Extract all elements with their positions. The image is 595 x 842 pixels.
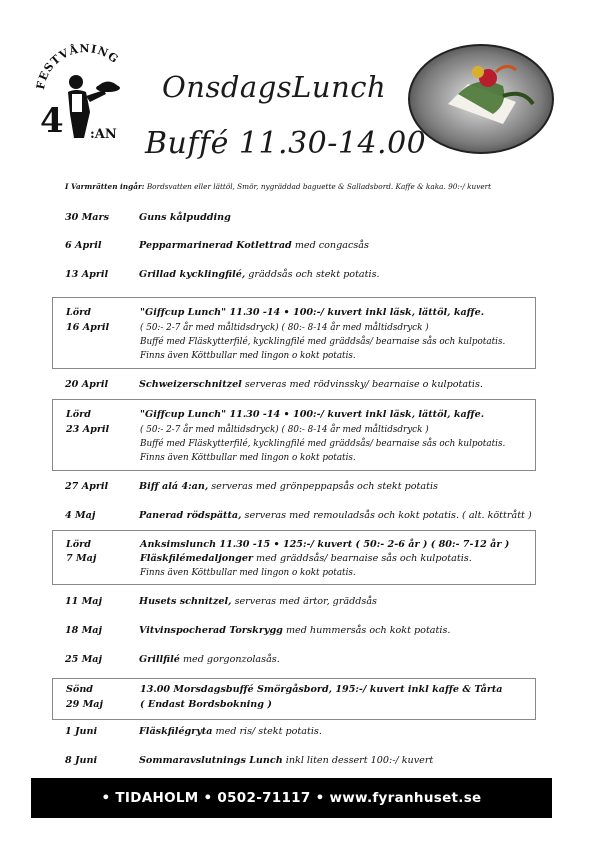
event-day: Lörd — [66, 307, 91, 318]
dish-detail: med gorgonzolasås. — [179, 654, 280, 665]
menu-dish — [139, 480, 438, 495]
event-prices: ( 50:- 2-7 år med måltidsdryck) ( 80:- 8-14 år med måltidsdryck ) — [140, 425, 429, 435]
event-dish: Fläskfilémedaljonger — [140, 553, 253, 564]
event-date: 23 April — [66, 424, 110, 435]
intro-text — [65, 182, 565, 191]
food-photo — [408, 44, 554, 154]
event-note: ( Endast Bordsbokning ) — [140, 699, 272, 710]
dish-detail: gräddsås och stekt potatis. — [245, 269, 380, 280]
menu-date: 1 Juni — [65, 726, 98, 737]
menu-date: 27 April — [65, 481, 109, 492]
menu-date: 11 Maj — [65, 596, 102, 607]
dish-detail: med ris/ stekt potatis. — [212, 726, 322, 737]
page-title: OnsdagsLunch — [162, 70, 387, 104]
dish-detail: inkl liten dessert 100:-/ kuvert — [282, 755, 434, 766]
event-prices: ( 50:- 2-7 år med måltidsdryck) ( 80:- 8-14 år med måltidsdryck ) — [140, 323, 429, 333]
event-title: "Giffcup Lunch" 11.30 -14 • 100:-/ kuvert inkl läsk, lättöl, kaffe. — [140, 307, 485, 318]
dish-name: Husets schnitzel, — [139, 596, 232, 607]
dish-name: Grillfilé — [139, 654, 180, 665]
event-day: Sönd — [66, 684, 94, 695]
event-date: 7 Maj — [66, 553, 97, 564]
event-note: Finns även Köttbullar med lingon o kokt potatis. — [140, 453, 356, 463]
dish-detail: med congacsås — [291, 240, 369, 251]
menu-dish — [139, 653, 280, 668]
event-menu: Buffé med Fläskytterfilé, kycklingfilé med gräddsås/ bearnaise sås och kulpotatis. — [140, 337, 506, 347]
dish-name: Biff alá 4:an, — [139, 481, 209, 492]
menu-dish — [139, 725, 322, 740]
menu-date: 30 Mars — [65, 212, 109, 223]
dish-name: Panerad rödspätta, — [139, 510, 242, 521]
event-title: Anksimslunch 11.30 -15 • 125:-/ kuvert ( 50:- 2-6 år ) ( 80:- 7-12 år ) — [140, 539, 510, 550]
event-title: 13.00 Morsdagsbuffé Smörgåsbord, 195:-/ kuvert inkl kaffe & Tårta — [140, 684, 503, 695]
menu-dish — [139, 624, 450, 639]
dish-name: Vitvinspocherad Torskrygg — [139, 625, 283, 636]
menu-dish — [139, 509, 532, 524]
event-box — [52, 399, 536, 471]
event-note: Finns även Köttbullar med lingon o kokt potatis. — [140, 568, 356, 578]
dish-name: Guns kålpudding — [139, 212, 231, 223]
menu-dish — [139, 211, 231, 226]
dish-name: Schweizerschnitzel — [139, 379, 242, 390]
menu-date: 8 Juni — [65, 755, 98, 766]
event-menu — [140, 552, 472, 566]
dish-name: Fläskfilégryta — [139, 726, 213, 737]
event-note: Finns även Köttbullar med lingon o kokt potatis. — [140, 351, 356, 361]
event-title: "Giffcup Lunch" 11.30 -14 • 100:-/ kuvert inkl läsk, lättöl, kaffe. — [140, 409, 485, 420]
festvaning-logo — [34, 42, 134, 142]
dish-detail: serveras med remouladsås och kokt potatis. ( alt. köttrått ) — [241, 510, 532, 521]
menu-dish — [139, 595, 377, 610]
event-date: 29 Maj — [66, 699, 103, 710]
event-box — [52, 297, 536, 369]
svg-text::AN: :AN — [90, 127, 117, 142]
menu-date: 20 April — [65, 379, 109, 390]
buffet-time: Buffé 11.30-14.00 — [145, 126, 427, 161]
event-date: 16 April — [66, 322, 110, 333]
event-day: Lörd — [66, 409, 91, 420]
event-day: Lörd — [66, 539, 91, 550]
menu-dish — [139, 754, 433, 769]
svg-text:4: 4 — [40, 101, 64, 141]
dish-detail: serveras med rödvinssky/ bearnaise o kulpotatis. — [241, 379, 483, 390]
dish-detail: serveras med ärtor, gräddsås — [231, 596, 377, 607]
event-dish-detail: med gräddsås/ bearnaise sås och kulpotatis. — [252, 553, 472, 564]
menu-dish — [139, 378, 483, 393]
event-box — [52, 678, 536, 720]
dish-name: Sommaravslutnings Lunch — [139, 755, 283, 766]
menu-date: 6 April — [65, 240, 102, 251]
menu-date: 13 April — [65, 269, 109, 280]
menu-dish — [139, 268, 380, 283]
menu-date: 25 Maj — [65, 654, 102, 665]
intro-lead: I Varmrätten ingår: — [65, 182, 145, 191]
event-box — [52, 530, 536, 585]
dish-name: Grillad kycklingfilé, — [139, 269, 246, 280]
dish-detail: med hummersås och kokt potatis. — [282, 625, 451, 636]
contact-footer: • TIDAHOLM • 0502-71117 • www.fyranhuset.se — [31, 778, 552, 818]
dish-detail: serveras med grönpeppарsås och stekt potatis — [208, 481, 438, 492]
logo-ring-text: FESTVÅNING — [34, 42, 122, 91]
menu-dish — [139, 239, 369, 254]
menu-date: 18 Maj — [65, 625, 102, 636]
dish-name: Pepparmarinerad Kotlettrad — [139, 240, 292, 251]
menu-date: 4 Maj — [65, 510, 96, 521]
intro-body: Bordsvatten eller lättöl, Smör, nygräddad baguette & Salladsbord. Kaffe & kaka. 90:-/ kuvert — [144, 182, 492, 191]
event-menu: Buffé med Fläskytterfilé, kycklingfilé med gräddsås/ bearnaise sås och kulpotatis. — [140, 439, 506, 449]
